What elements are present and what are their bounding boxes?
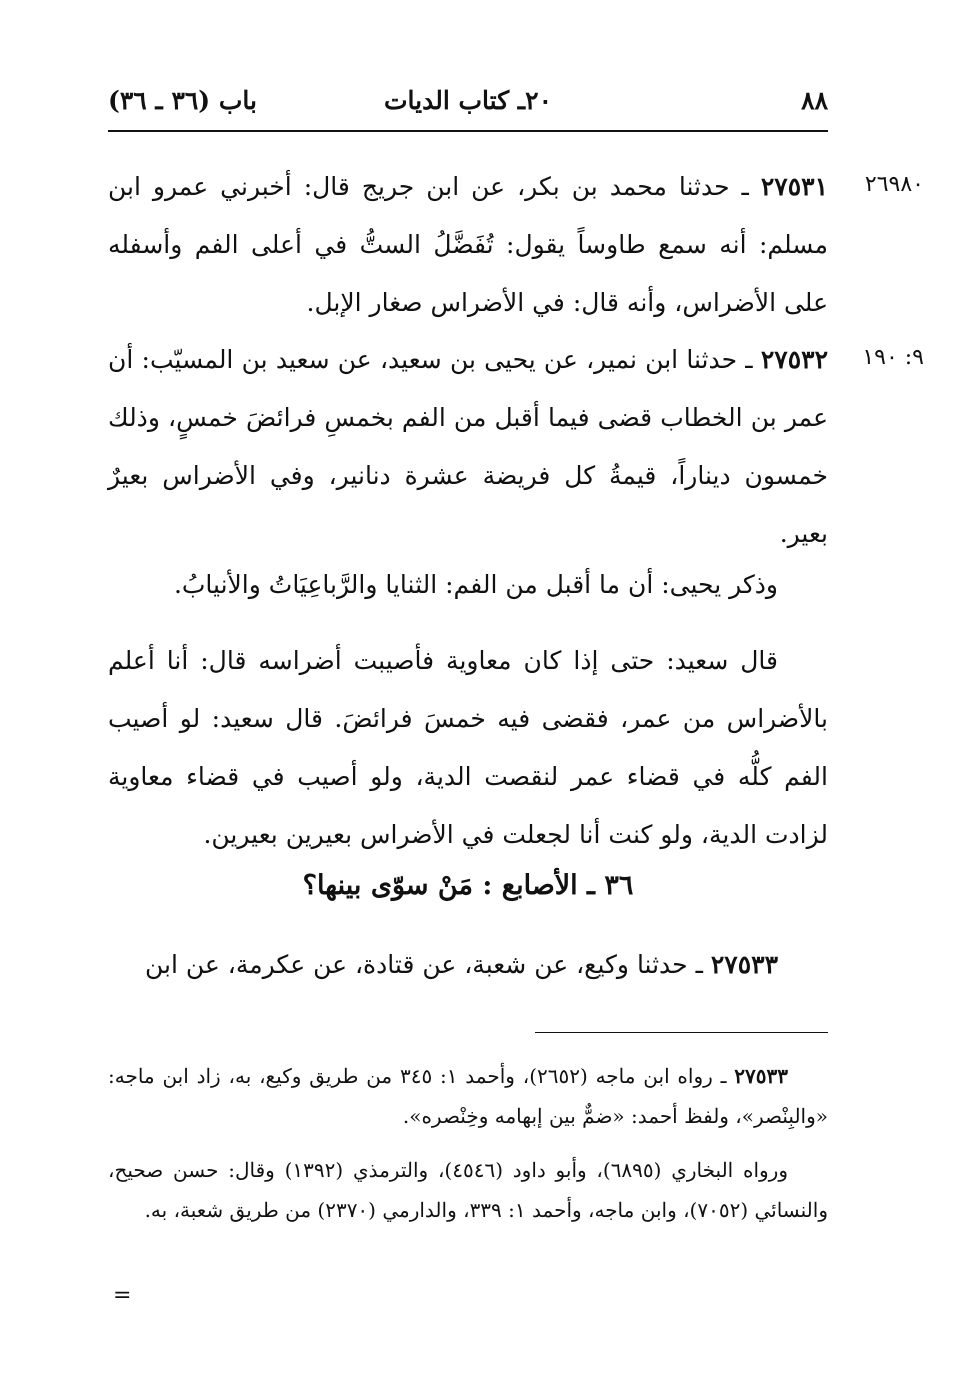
header-rule (108, 130, 828, 132)
footnote-text: ـ رواه ابن ماجه (٢٦٥٢)، وأحمد ١: ٣٤٥ من طريق وكيع، به، زاد ابن ماجه: «والبِنْصر»، ولفظ أحمد: «ضمٌّ بين إبهامه وخِنْصره». (108, 1064, 828, 1128)
page-number: ٨٨ (801, 86, 828, 115)
chapter-range: باب (٣٦ ـ ٣٦) (108, 86, 257, 115)
hadith-text: ـ حدثنا محمد بن بكر، عن ابن جريج قال: أخبرني عمرو ابن مسلم: أنه سمع طاوساً يقول: تُفَضَّلُ الستُّ في أعلى الفم وأسفله على الأضراس، وأنه قال: في الأضراس صغار الإبل. (108, 172, 828, 317)
hadith-text: ـ حدثنا ابن نمير، عن يحيى بن سعيد، عن سعيد بن المسيّب: أن عمر بن الخطاب قضى فيما أقبل من الفم بخمسِ فرائضَ خمسٍ، وذلك خمسون ديناراً، قيمةُ كل فريضة عشرة دنانير، وفي الأضراس بعيرٌ بعير. (108, 345, 828, 548)
footnote (108, 1056, 828, 1136)
hadith-number: ٢٧٥٣٢ (760, 345, 828, 374)
margin-reference: ٢٦٩٨٠ (864, 172, 924, 197)
footnote-rule (535, 1032, 828, 1033)
hadith-entry (108, 158, 828, 332)
hadith-number: ٢٧٥٣١ (760, 172, 828, 201)
hadith-entry (108, 331, 828, 563)
margin-reference: ٩: ١٩٠ (862, 345, 924, 370)
narration-paragraph: قال سعيد: حتى إذا كان معاوية فأصيبت أضراسه قال: أنا أعلم بالأضراس من عمر، فقضى فيه خمسَ فرائضَ. قال سعيد: لو أصيب الفم كلُّه في قضاء عمر لنقصت الدية، ولو أصيب في قضاء معاوية لزادت الدية، ولو كنت أنا لجعلت في الأضراس بعيرين بعيرين. (108, 646, 828, 849)
continuation-mark: = (113, 1283, 132, 1308)
page-header (108, 86, 828, 126)
footnote-number: ٢٧٥٣٣ (734, 1064, 788, 1088)
footnote: ورواه البخاري (٦٨٩٥)، وأبو داود (٤٥٤٦)، والترمذي (١٣٩٢) وقال: حسن صحيح، والنسائي (٧٠٥٢)، وابن ماجه، وأحمد ١: ٣٣٩، والدارمي (٢٣٧٠) من طريق شعبة، به. (108, 1158, 828, 1222)
book-title: ٢٠ـ كتاب الديات (384, 86, 552, 115)
hadith-number: ٢٧٥٣٣ (710, 950, 778, 979)
narration-paragraph: وذكر يحيى: أن ما أقبل من الفم: الثنايا والرَّباعِيَاتُ والأنيابُ. (173, 570, 778, 599)
section-title: ٣٦ ـ الأصابع : مَنْ سوّى بينها؟ (302, 870, 634, 901)
hadith-text: ـ حدثنا وكيع، عن شعبة، عن قتادة، عن عكرمة، عن ابن (144, 950, 711, 979)
hadith-entry (108, 936, 828, 994)
